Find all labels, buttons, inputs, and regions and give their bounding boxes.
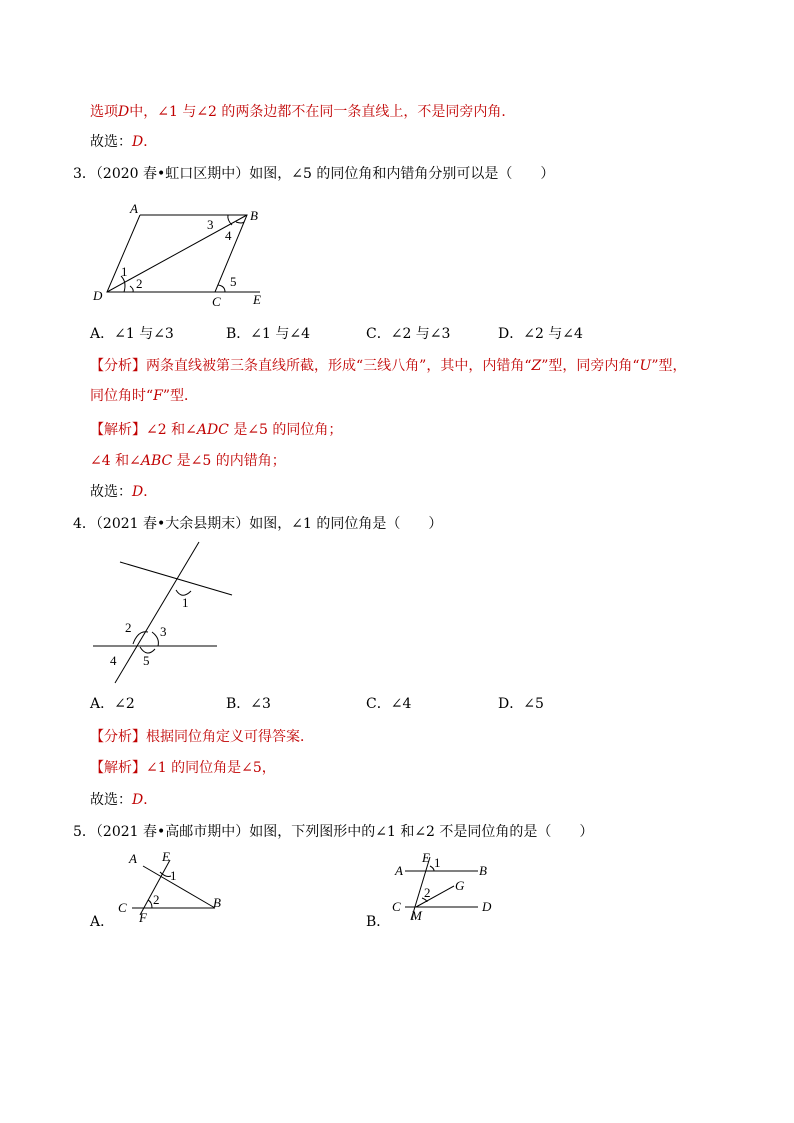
- q3-solution-cont: ∠4 和∠ABC 是∠5 的内错角；: [90, 453, 286, 469]
- q5a-angle-1: 1: [170, 868, 177, 883]
- q3-angle-3: 3: [207, 217, 214, 232]
- q5a-arc-2: [148, 900, 152, 908]
- q4-option-d: D．∠5: [498, 696, 544, 712]
- q4-analysis: 【分析】根据同位角定义可得答案．: [90, 729, 314, 745]
- q3-angle-2: 2: [136, 276, 143, 291]
- q5b-label-c: C: [392, 899, 401, 914]
- q3-option-b: B．∠1 与∠4: [226, 326, 311, 342]
- q4-angle-4: 4: [110, 653, 117, 668]
- q5b-ray-mg: [416, 886, 454, 907]
- q4-angle-3: 3: [160, 624, 167, 639]
- q4-angle-5: 5: [143, 653, 150, 668]
- q5-option-b: B．: [366, 914, 391, 930]
- q5a-label-a: A: [129, 851, 137, 866]
- q5b-label-b: B: [479, 863, 487, 878]
- q5a-label-f: F: [139, 910, 147, 925]
- q5b-angle-1: 1: [434, 855, 441, 870]
- q3-option-a: A．∠1 与∠3: [90, 326, 174, 342]
- q5a-label-c: C: [118, 900, 127, 915]
- q4-solution: 【解析】∠1 的同位角是∠5，: [90, 760, 276, 776]
- q4-answer: 故选：D．: [90, 792, 158, 808]
- prev-explanation: 选项D中，∠1 与∠2 的两条边都不在同一条直线上，不是同旁内角．: [90, 104, 516, 120]
- q3-analysis: 【分析】两条直线被第三条直线所截，形成“三线八角”，其中，内错角“Z”型，同旁内角“U”型，: [90, 358, 687, 374]
- q5-option-a: A．: [90, 914, 115, 930]
- q5a-angle-2: 2: [153, 892, 160, 907]
- q5b-label-e: E: [422, 850, 430, 865]
- q3-answer: 故选：D．: [90, 484, 158, 500]
- q3-solution: 【解析】∠2 和∠ADC 是∠5 的同位角；: [90, 422, 343, 438]
- prev-answer: 故选：D．: [90, 134, 158, 150]
- q5-stem: 5．（2021 春•高邮市期中）如图，下列图形中的∠1 和∠2 不是同位角的是（ ）: [73, 824, 594, 840]
- q4-stem: 4．（2021 春•大余县期末）如图，∠1 的同位角是（ ）: [73, 516, 443, 532]
- q5b-label-g: G: [455, 878, 465, 893]
- q5b-angle-2: 2: [424, 885, 431, 900]
- q3-analysis-cont: 同位角时“F”型．: [90, 388, 199, 404]
- q3-angle-1: 1: [121, 264, 128, 279]
- q5b-label-m: M: [411, 908, 422, 923]
- q4-angle-2: 2: [125, 620, 132, 635]
- q3-option-d: D．∠2 与∠4: [498, 326, 583, 342]
- q3-angle-5: 5: [230, 274, 237, 289]
- q4-option-c: C．∠4: [366, 696, 412, 712]
- q3-stem: 3．（2020 春•虹口区期中）如图，∠5 的同位角和内错角分别可以是（ ）: [73, 166, 555, 182]
- q4-option-a: A．∠2: [90, 696, 135, 712]
- q3-label-a: A: [130, 201, 138, 216]
- q3-label-c: C: [212, 294, 221, 309]
- q4-angle-1: 1: [182, 595, 189, 610]
- q3-label-d: D: [93, 288, 103, 303]
- q3-label-e: E: [253, 292, 261, 307]
- q5a-label-e: E: [162, 849, 170, 864]
- q5b-label-d: D: [482, 899, 492, 914]
- q5b-label-a: A: [395, 863, 403, 878]
- q3-label-b: B: [250, 208, 258, 223]
- q4-option-b: B．∠3: [226, 696, 271, 712]
- q3-option-c: C．∠2 与∠3: [366, 326, 451, 342]
- q5a-label-b: B: [213, 895, 221, 910]
- q3-angle-4: 4: [225, 228, 232, 243]
